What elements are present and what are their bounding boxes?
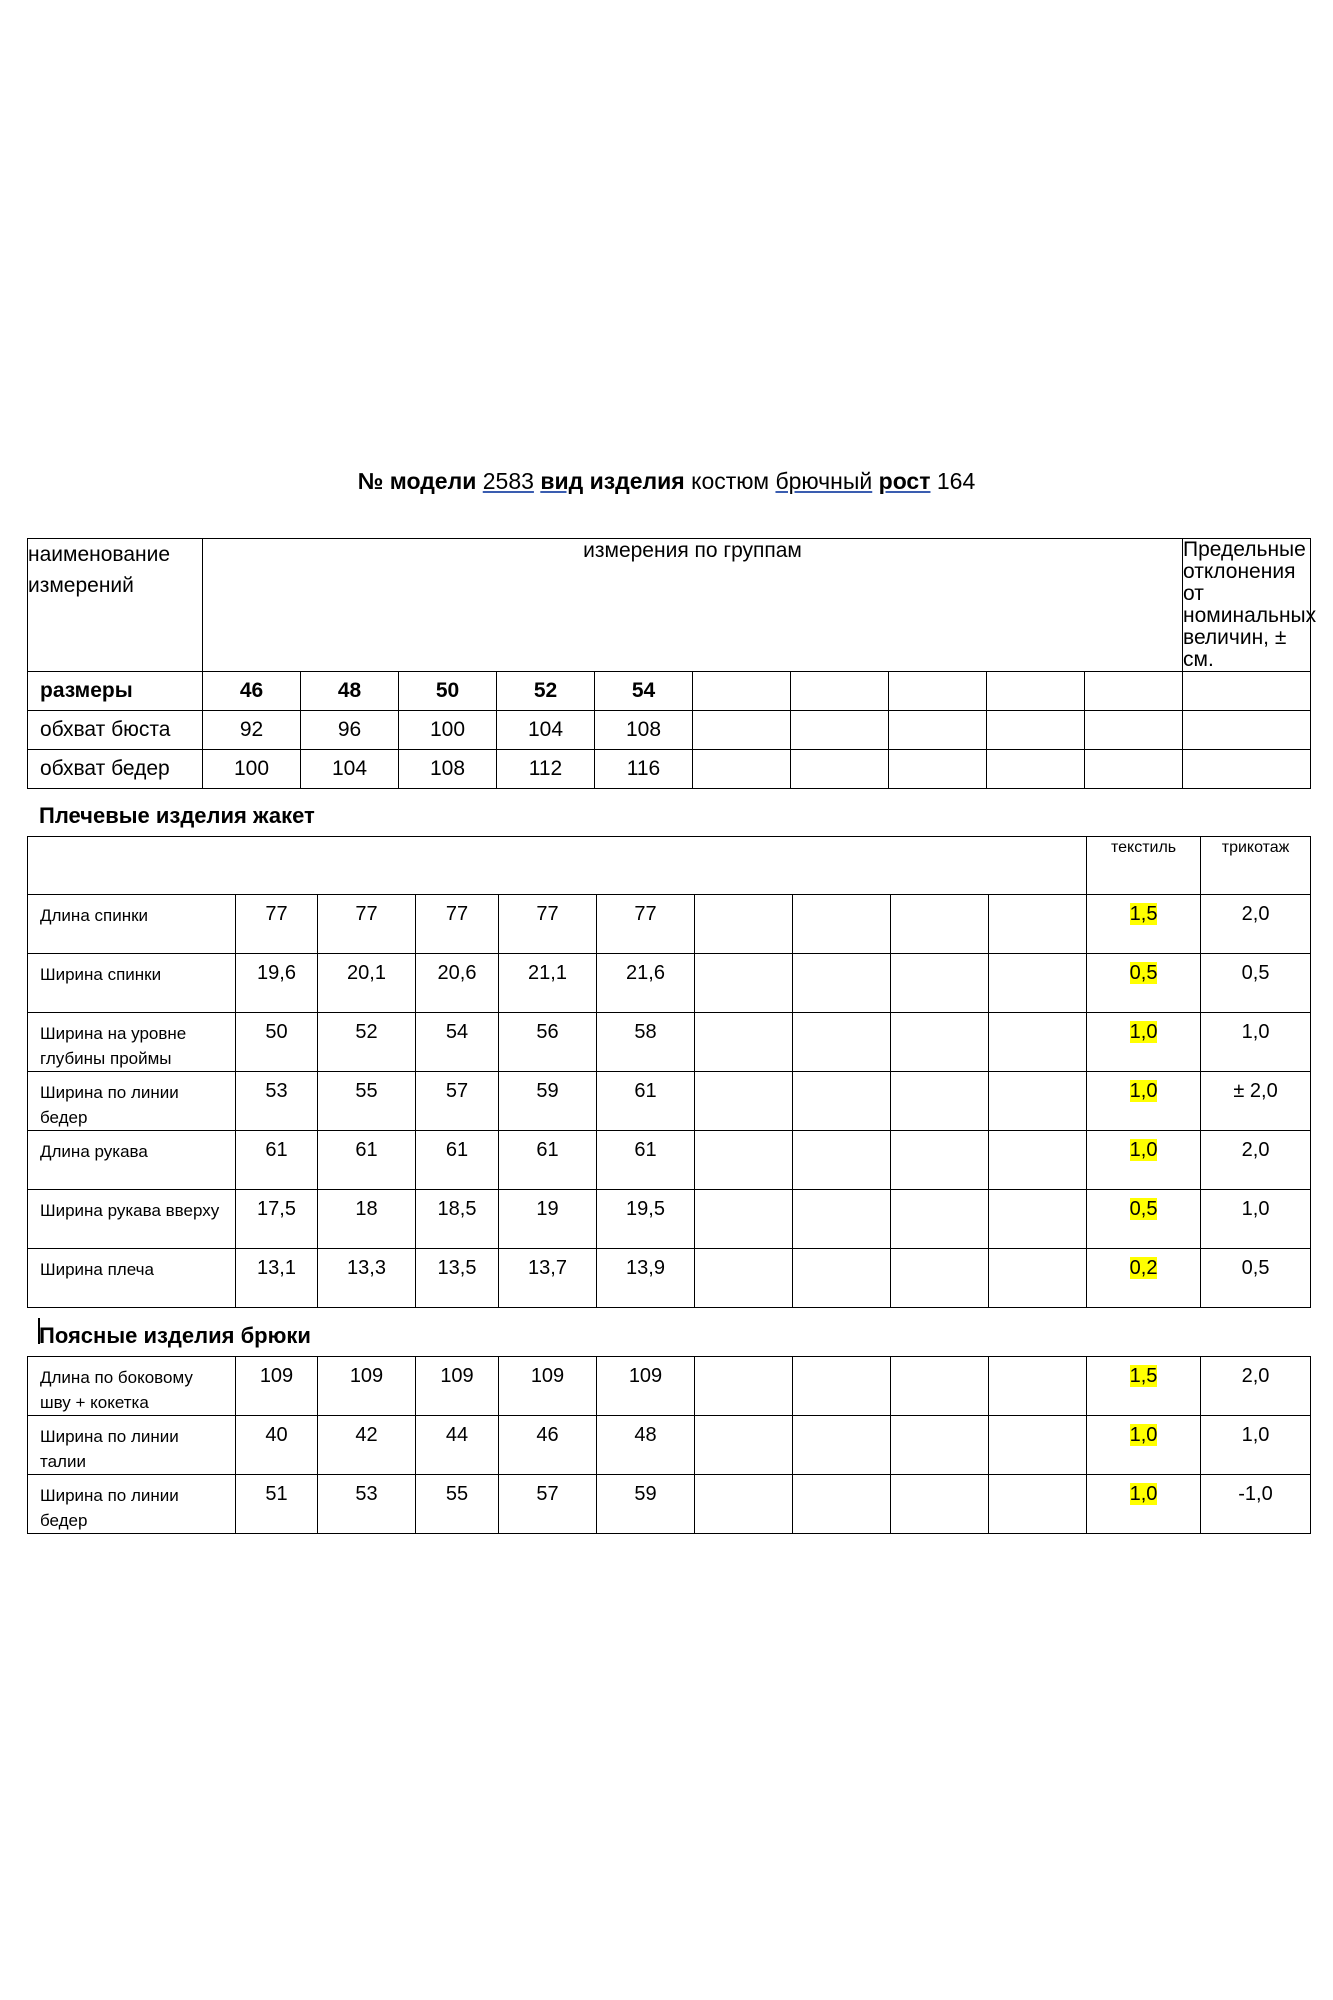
empty-cell: [989, 1357, 1087, 1416]
textile-value: 0,2: [1129, 1257, 1158, 1279]
size-cell: 46: [203, 672, 301, 711]
table-row: [28, 1249, 1311, 1308]
table-row: [28, 711, 1311, 750]
table-row: [28, 1416, 1311, 1475]
empty-cell: [695, 1013, 793, 1072]
table-row: [28, 750, 1311, 789]
empty-cell: [891, 1416, 989, 1475]
empty-cell: [793, 895, 891, 954]
value-cell: 50: [236, 1013, 318, 1072]
value-cell: 19,6: [236, 954, 318, 1013]
knit-cell: ± 2,0: [1201, 1072, 1311, 1131]
value-cell: 46: [499, 1416, 597, 1475]
textile-cell: [1087, 1475, 1201, 1534]
value-cell: 52: [318, 1013, 416, 1072]
value-cell: 48: [597, 1416, 695, 1475]
size-cell: 54: [595, 672, 693, 711]
knit-cell: 1,0: [1201, 1416, 1311, 1475]
value-cell: 109: [236, 1357, 318, 1416]
table-row: [28, 1131, 1311, 1190]
value-cell: 104: [497, 711, 595, 750]
trousers-section-title: Поясные изделия брюки: [39, 1323, 311, 1348]
empty-cell: [989, 1013, 1087, 1072]
empty-cell: [695, 1416, 793, 1475]
empty-cell: [891, 1072, 989, 1131]
empty-cell: [891, 1249, 989, 1308]
empty-cell: [891, 1190, 989, 1249]
row-label: Ширина рукава вверху: [28, 1190, 236, 1249]
empty-cell: [793, 954, 891, 1013]
value-cell: 108: [399, 750, 497, 789]
row-label: обхват бюста: [28, 711, 203, 750]
table-row: [28, 672, 1311, 711]
value-cell: 104: [301, 750, 399, 789]
header-groups: измерения по группам: [203, 539, 1183, 672]
value-cell: 77: [318, 895, 416, 954]
value-cell: 20,1: [318, 954, 416, 1013]
empty-cell: [1085, 750, 1183, 789]
row-label: размеры: [28, 672, 203, 711]
empty-cell: [889, 711, 987, 750]
value-cell: 92: [203, 711, 301, 750]
header-measurement-name: наименование измерений: [28, 539, 203, 672]
empty-cell: [28, 837, 1087, 895]
value-cell: 53: [318, 1475, 416, 1534]
table-row: [28, 1072, 1311, 1131]
empty-cell: [889, 672, 987, 711]
empty-cell: [695, 1475, 793, 1534]
value-cell: 59: [499, 1072, 597, 1131]
knit-cell: -1,0: [1201, 1475, 1311, 1534]
knit-cell: 0,5: [1201, 1249, 1311, 1308]
empty-cell: [693, 711, 791, 750]
empty-cell: [1183, 672, 1311, 711]
empty-cell: [695, 895, 793, 954]
empty-cell: [989, 1475, 1087, 1534]
empty-cell: [989, 1131, 1087, 1190]
value-cell: 59: [597, 1475, 695, 1534]
table-row: [28, 895, 1311, 954]
jacket-rows: [28, 895, 1311, 1308]
empty-cell: [793, 1357, 891, 1416]
textile-value: 1,0: [1129, 1139, 1158, 1161]
empty-cell: [891, 954, 989, 1013]
empty-cell: [987, 672, 1085, 711]
empty-cell: [793, 1249, 891, 1308]
value-cell: 13,9: [597, 1249, 695, 1308]
value-cell: 77: [499, 895, 597, 954]
value-cell: 13,7: [499, 1249, 597, 1308]
header-deviation: Предельные отклонения от номинальных величин, ± см.: [1183, 538, 1317, 671]
document-title: [0, 468, 1333, 495]
value-cell: 55: [416, 1475, 499, 1534]
kind-value-1: костюм: [691, 468, 770, 494]
value-cell: 51: [236, 1475, 318, 1534]
value-cell: 57: [499, 1475, 597, 1534]
value-cell: 57: [416, 1072, 499, 1131]
table-row: [28, 954, 1311, 1013]
textile-cell: [1087, 1416, 1201, 1475]
value-cell: 56: [499, 1013, 597, 1072]
value-cell: 21,1: [499, 954, 597, 1013]
jacket-section-title: Плечевые изделия жакет: [39, 803, 315, 828]
empty-cell: [989, 954, 1087, 1013]
textile-value: 1,0: [1129, 1483, 1158, 1505]
empty-cell: [987, 711, 1085, 750]
empty-cell: [891, 895, 989, 954]
textile-value: 1,0: [1129, 1080, 1158, 1102]
empty-cell: [989, 1190, 1087, 1249]
textile-cell: [1087, 1072, 1201, 1131]
value-cell: 19,5: [597, 1190, 695, 1249]
row-label: Ширина по линии бедер: [28, 1072, 236, 1131]
empty-cell: [891, 1013, 989, 1072]
value-cell: 42: [318, 1416, 416, 1475]
value-cell: 77: [416, 895, 499, 954]
kind-label-2: изделия: [589, 468, 685, 494]
size-table: [27, 538, 1317, 789]
value-cell: 100: [399, 711, 497, 750]
model-label: № модели: [357, 468, 477, 494]
kind-label-1: вид: [540, 468, 584, 494]
empty-cell: [793, 1475, 891, 1534]
empty-cell: [1085, 711, 1183, 750]
value-cell: 61: [416, 1131, 499, 1190]
col-knit: трикотаж: [1201, 837, 1311, 895]
size-cell: 50: [399, 672, 497, 711]
empty-cell: [1183, 711, 1311, 750]
value-cell: 77: [597, 895, 695, 954]
empty-cell: [1085, 672, 1183, 711]
value-cell: 20,6: [416, 954, 499, 1013]
knit-cell: 1,0: [1201, 1013, 1311, 1072]
empty-cell: [989, 1072, 1087, 1131]
value-cell: 61: [597, 1072, 695, 1131]
size-table-header: [28, 539, 1311, 672]
jacket-table-header: [28, 837, 1311, 895]
empty-cell: [695, 1190, 793, 1249]
table-row: [28, 1013, 1311, 1072]
textile-value: 0,5: [1129, 1198, 1158, 1220]
row-label: Длина спинки: [28, 895, 236, 954]
value-cell: 54: [416, 1013, 499, 1072]
empty-cell: [891, 1475, 989, 1534]
textile-cell: [1087, 1357, 1201, 1416]
value-cell: 77: [236, 895, 318, 954]
textile-cell: [1087, 1190, 1201, 1249]
empty-cell: [693, 750, 791, 789]
knit-cell: 1,0: [1201, 1190, 1311, 1249]
value-cell: 61: [236, 1131, 318, 1190]
table-row: [28, 1357, 1311, 1416]
empty-cell: [695, 1249, 793, 1308]
row-label: Ширина по линии бедер: [28, 1475, 236, 1534]
empty-cell: [989, 895, 1087, 954]
value-cell: 55: [318, 1072, 416, 1131]
empty-cell: [793, 1013, 891, 1072]
row-label: Ширина по линии талии: [28, 1416, 236, 1475]
row-label: Ширина на уровне глубины проймы: [28, 1013, 236, 1072]
value-cell: 96: [301, 711, 399, 750]
empty-cell: [695, 954, 793, 1013]
jacket-table: [27, 836, 1311, 1308]
value-cell: 112: [497, 750, 595, 789]
empty-cell: [791, 711, 889, 750]
knit-cell: 0,5: [1201, 954, 1311, 1013]
value-cell: 19: [499, 1190, 597, 1249]
height-label: рост: [878, 468, 931, 494]
value-cell: 53: [236, 1072, 318, 1131]
value-cell: 13,5: [416, 1249, 499, 1308]
empty-cell: [791, 672, 889, 711]
value-cell: 18: [318, 1190, 416, 1249]
value-cell: 40: [236, 1416, 318, 1475]
value-cell: 13,1: [236, 1249, 318, 1308]
empty-cell: [989, 1249, 1087, 1308]
kind-value-2: брючный: [775, 468, 873, 494]
textile-value: 1,5: [1129, 903, 1158, 925]
value-cell: 13,3: [318, 1249, 416, 1308]
value-cell: 109: [416, 1357, 499, 1416]
value-cell: 109: [499, 1357, 597, 1416]
row-label: Длина рукава: [28, 1131, 236, 1190]
empty-cell: [989, 1416, 1087, 1475]
size-cell: 52: [497, 672, 595, 711]
empty-cell: [987, 750, 1085, 789]
value-cell: 44: [416, 1416, 499, 1475]
empty-cell: [791, 750, 889, 789]
empty-cell: [1183, 750, 1311, 789]
value-cell: 100: [203, 750, 301, 789]
trousers-table: [27, 1356, 1311, 1534]
empty-cell: [793, 1416, 891, 1475]
empty-cell: [793, 1131, 891, 1190]
row-label: обхват бедер: [28, 750, 203, 789]
table-row: [28, 1190, 1311, 1249]
empty-cell: [693, 672, 791, 711]
value-cell: 21,6: [597, 954, 695, 1013]
value-cell: 61: [499, 1131, 597, 1190]
value-cell: 61: [597, 1131, 695, 1190]
value-cell: 108: [595, 711, 693, 750]
knit-cell: 2,0: [1201, 1131, 1311, 1190]
row-label: Длина по боковому шву + кокетка: [28, 1357, 236, 1416]
value-cell: 17,5: [236, 1190, 318, 1249]
value-cell: 61: [318, 1131, 416, 1190]
row-label: Ширина плеча: [28, 1249, 236, 1308]
textile-cell: [1087, 1131, 1201, 1190]
textile-value: 0,5: [1129, 962, 1158, 984]
value-cell: 116: [595, 750, 693, 789]
knit-cell: 2,0: [1201, 895, 1311, 954]
textile-cell: [1087, 954, 1201, 1013]
value-cell: 109: [318, 1357, 416, 1416]
textile-cell: [1087, 1013, 1201, 1072]
empty-cell: [793, 1072, 891, 1131]
value-cell: 109: [597, 1357, 695, 1416]
empty-cell: [889, 750, 987, 789]
row-label: Ширина спинки: [28, 954, 236, 1013]
value-cell: 58: [597, 1013, 695, 1072]
textile-value: 1,0: [1129, 1424, 1158, 1446]
empty-cell: [695, 1131, 793, 1190]
knit-cell: 2,0: [1201, 1357, 1311, 1416]
textile-cell: [1087, 895, 1201, 954]
model-number: 2583: [482, 468, 534, 494]
textile-cell: [1087, 1249, 1201, 1308]
empty-cell: [891, 1131, 989, 1190]
trousers-rows: [28, 1357, 1311, 1534]
empty-cell: [695, 1357, 793, 1416]
size-cell: 48: [301, 672, 399, 711]
empty-cell: [793, 1190, 891, 1249]
table-row: [28, 1475, 1311, 1534]
textile-value: 1,0: [1129, 1021, 1158, 1043]
empty-cell: [891, 1357, 989, 1416]
value-cell: 18,5: [416, 1190, 499, 1249]
height-value: 164: [936, 468, 976, 494]
textile-value: 1,5: [1129, 1365, 1158, 1387]
col-textile: текстиль: [1087, 837, 1201, 895]
empty-cell: [695, 1072, 793, 1131]
